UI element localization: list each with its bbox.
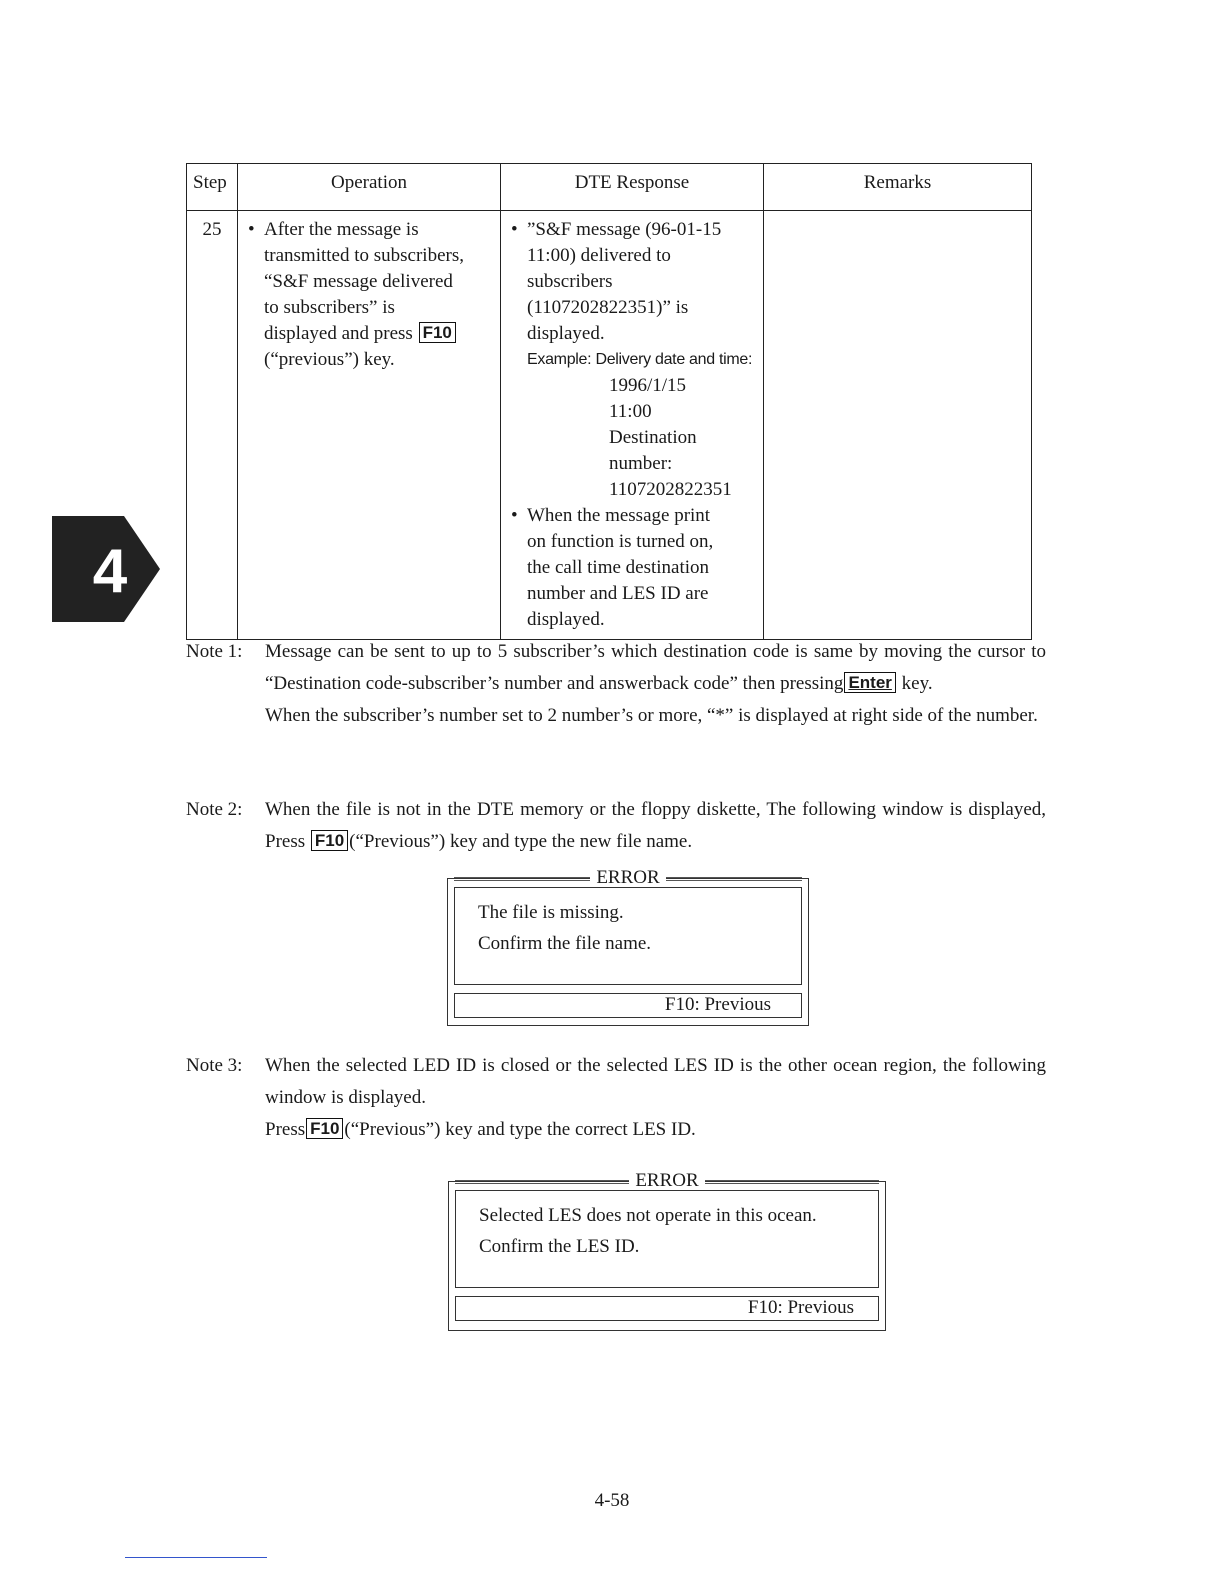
note-1-label: Note 1: (186, 641, 243, 662)
header-step: Step (187, 164, 238, 211)
dte-response-cell (501, 211, 764, 640)
operation-cell (238, 211, 501, 640)
dte-bullet-1: • ”S&F message (96-01-15 11:00) delivered to subscribers (1107202822351)” is displayed. Example: Delivery date and time: 1996/1/15 11:00 Destination number: 1107202822351 (511, 217, 755, 503)
header-remarks: Remarks (764, 164, 1032, 211)
dialog-footer: F10: Previous (455, 1296, 879, 1321)
f10-key: F10 (311, 830, 348, 851)
error-dialog-file-missing (447, 867, 809, 1026)
header-operation: Operation (238, 164, 501, 211)
operation-bullet: • After the message is transmitted to subscribers, “S&F message delivered to subscribers” is displayed and press F10 (“previous”) key. (248, 217, 492, 373)
dialog-title: ERROR (590, 867, 665, 888)
f10-key: F10 (419, 322, 456, 343)
note-3-label: Note 3: (186, 1055, 243, 1076)
header-dte-response: DTE Response (501, 164, 764, 211)
dialog-title: ERROR (629, 1170, 704, 1191)
chapter-number: 4 (92, 537, 128, 606)
note-3: Note 3: When the selected LED ID is closed or the selected LES ID is the other ocean region, the following window is displayed. Press F10 (“Previous”) key and type the correct LES ID. (186, 1050, 1046, 1146)
note-2: Note 2: When the file is not in the DTE memory or the floppy diskette, The following window is displayed, Press F10 (“Previous”) key and type the new file name. (186, 794, 1046, 858)
page-number: 4-58 (594, 1490, 630, 1511)
footer-rule (125, 1557, 267, 1558)
table-row (187, 211, 1032, 640)
note-2-label: Note 2: (186, 799, 243, 820)
remarks-cell (764, 211, 1032, 640)
error-dialog-les-ocean (448, 1170, 886, 1331)
dte-bullet-2: • When the message print on function is turned on, the call time destination number and LES ID are displayed. (511, 503, 755, 633)
enter-key: Enter (844, 672, 895, 693)
procedure-table (186, 163, 1032, 640)
step-number: 25 (187, 211, 238, 640)
example-label: Example: Delivery date and time: (527, 351, 753, 368)
dialog-message: The file is missing. Confirm the file name. (478, 902, 652, 954)
chapter-tab (52, 516, 160, 622)
table-header-row (187, 164, 1032, 211)
f10-key: F10 (306, 1118, 343, 1139)
dialog-footer: F10: Previous (454, 993, 802, 1018)
note-1: Note 1: Message can be sent to up to 5 subscriber’s which destination code is same by moving the cursor to “Destination code-subscriber’s number and answerback code” then pressing Enter key. When the subscriber’s number set to 2 number’s or more, “*” is displayed at right side of the number. (186, 636, 1046, 732)
dialog-message: Selected LES does not operate in this ocean. Confirm the LES ID. (479, 1205, 817, 1257)
